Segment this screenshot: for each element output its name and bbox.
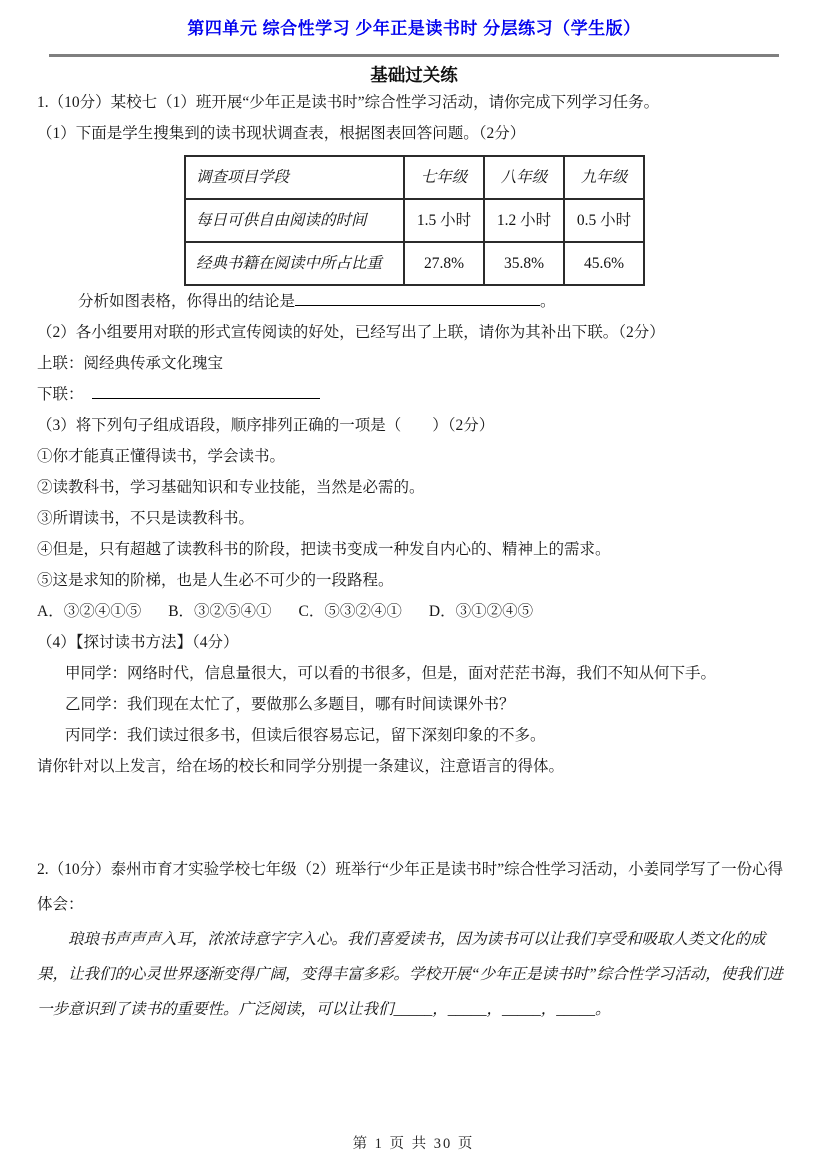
table-header-cell: 八年级 (484, 156, 564, 199)
survey-table (184, 155, 645, 286)
speech-student-c: 丙同学：我们读过很多书，但读后很容易忘记，留下深刻印象的不多。 (65, 727, 546, 744)
question-2-block (37, 852, 791, 1027)
couplet-upper-line: 上联：阅经典传承文化瑰宝 (37, 355, 224, 372)
choice-options-row (37, 596, 791, 627)
table-row (185, 199, 644, 242)
q1-part1-prompt: （1）下面是学生搜集到的读书现状调查表，根据图表回答问题。（2分） (37, 125, 526, 142)
table-cell: 45.6% (564, 242, 644, 285)
option-d: D．③①②④⑤ (428, 603, 534, 620)
speech-student-a: 甲同学：网络时代，信息量很大，可以看的书很多，但是，面对茫茫书海，我们不知从何下手。 (65, 665, 717, 682)
section-title: 基础过关练 (370, 65, 458, 85)
table-header-cell: 调查项目学段 (185, 156, 404, 199)
q1-part4-request: 请你针对以上发言，给在场的校长和同学分别提一条建议，注意语言的得体。 (37, 758, 565, 775)
option-b: B．③②⑤④① (168, 603, 272, 620)
section-gap (37, 782, 791, 852)
couplet-lower-line (37, 379, 791, 410)
sentence-item-1: ①你才能真正懂得读书，学会读书。 (37, 448, 286, 465)
q1-conclusion-line (37, 286, 791, 317)
table-cell: 27.8% (404, 242, 484, 285)
table-header-row (185, 156, 644, 199)
table-cell: 35.8% (484, 242, 564, 285)
sentence-item-5: ⑤这是求知的阶梯，也是人生必不可少的一段路程。 (37, 572, 394, 589)
table-cell: 1.5 小时 (404, 199, 484, 242)
option-c: C．⑤③②④① (298, 603, 402, 620)
couplet-blank-line (92, 383, 320, 399)
q2-intro: 2.（10分）泰州市育才实验学校七年级（2）班举行“少年正是读书时”综合性学习活动，小姜同学写了一份心得体会： (37, 861, 784, 913)
sentence-item-3: ③所谓读书，不只是读教科书。 (37, 510, 255, 527)
conclusion-prefix: 分析如图表格，你得出的结论是 (78, 293, 296, 310)
conclusion-suffix: 。 (540, 293, 556, 310)
table-cell: 每日可供自由阅读的时间 (185, 199, 404, 242)
table-cell: 经典书籍在阅读中所占比重 (185, 242, 404, 285)
page-number-footer: 第 1 页 共 30 页 (352, 1136, 475, 1152)
header-divider (49, 54, 779, 57)
table-header-cell: 七年级 (404, 156, 484, 199)
couplet-lower-label: 下联： (37, 386, 84, 403)
q2-reflection-paragraph: 琅琅书声声声入耳，浓浓诗意字字入心。我们喜爱读书，因为读书可以让我们享受和吸取人类文化的成果，让我们的心灵世界逐渐变得广阔，变得丰富多彩。学校开展“少年正是读书时”综合性学习活动，使我们进一步意识到了读书的重要性。广泛阅读，可以让我们_____，_____，_____，_____。 (37, 931, 783, 1018)
table-cell: 0.5 小时 (564, 199, 644, 242)
q1-intro: 1.（10分）某校七（1）班开展“少年正是读书时”综合性学习活动，请你完成下列学习任务。 (37, 94, 660, 111)
sentence-item-2: ②读教科书，学习基础知识和专业技能，当然是必需的。 (37, 479, 425, 496)
table-row (185, 242, 644, 285)
q1-part2-prompt: （2）各小组要用对联的形式宣传阅读的好处，已经写出了上联，请你为其补出下联。（2分） (37, 324, 665, 341)
q1-part3-prompt: （3）将下列句子组成语段，顺序排列正确的一项是（ ）（2分） (37, 417, 495, 434)
option-a: A．③②④①⑤ (37, 603, 142, 620)
sentence-item-4: ④但是，只有超越了读教科书的阶段，把读书变成一种发自内心的、精神上的需求。 (37, 541, 611, 558)
table-cell: 1.2 小时 (484, 199, 564, 242)
q1-part4-prompt: （4）【探讨读书方法】（4分） (37, 634, 239, 651)
table-header-cell: 九年级 (564, 156, 644, 199)
document-title: 第四单元 综合性学习 少年正是读书时 分层练习（学生版） (187, 19, 641, 38)
conclusion-blank-line (295, 290, 540, 306)
speech-student-b: 乙同学：我们现在太忙了，要做那么多题目，哪有时间读课外书？ (65, 696, 515, 713)
